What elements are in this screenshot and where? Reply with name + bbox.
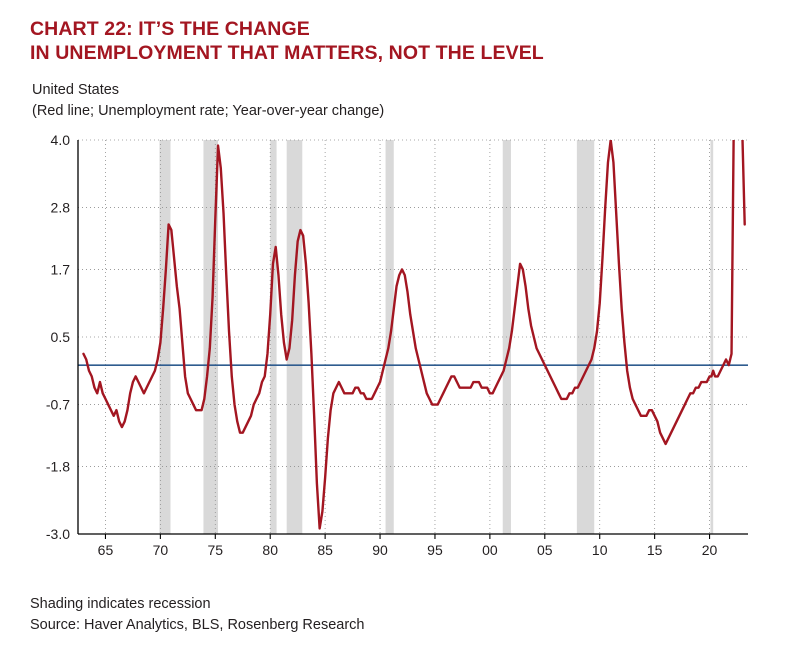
page-title [30,18,772,66]
title-line-1: CHART 22: IT’S THE CHANGE [30,18,310,40]
svg-text:10: 10 [591,541,608,558]
svg-text:15: 15 [646,541,663,558]
footnote-shading: Shading indicates recession [30,595,211,612]
subtitle-line-1: United States [32,81,120,98]
y-tick-labels [46,132,70,542]
svg-text:05: 05 [537,541,553,558]
svg-text:90: 90 [372,541,388,558]
line-chart [30,128,770,568]
svg-text:-1.8: -1.8 [45,458,70,475]
svg-text:-3.0: -3.0 [45,525,70,542]
svg-text:65: 65 [97,541,114,558]
svg-text:70: 70 [152,541,169,558]
svg-text:20: 20 [701,541,718,558]
subtitle-line-2: (Red line; Unemployment rate; Year-over-year change) [32,102,385,119]
svg-text:85: 85 [317,541,333,558]
svg-text:2.8: 2.8 [50,199,70,216]
svg-text:4.0: 4.0 [50,131,70,148]
svg-text:80: 80 [262,541,279,558]
chart-area [30,128,770,568]
svg-text:00: 00 [482,541,498,558]
series-line [83,128,744,528]
chart-subtitle [32,80,772,122]
x-tick-labels [98,534,718,558]
title-line-2: IN UNEMPLOYMENT THAT MATTERS, NOT THE LEVEL [30,41,544,64]
svg-text:95: 95 [427,541,443,558]
svg-text:1.7: 1.7 [50,261,70,278]
svg-text:-0.7: -0.7 [45,396,70,413]
svg-text:75: 75 [207,541,224,558]
footnote-source: Source: Haver Analytics, BLS, Rosenberg Research [30,617,365,634]
chart-footnotes [30,594,364,638]
svg-text:0.5: 0.5 [50,328,70,345]
